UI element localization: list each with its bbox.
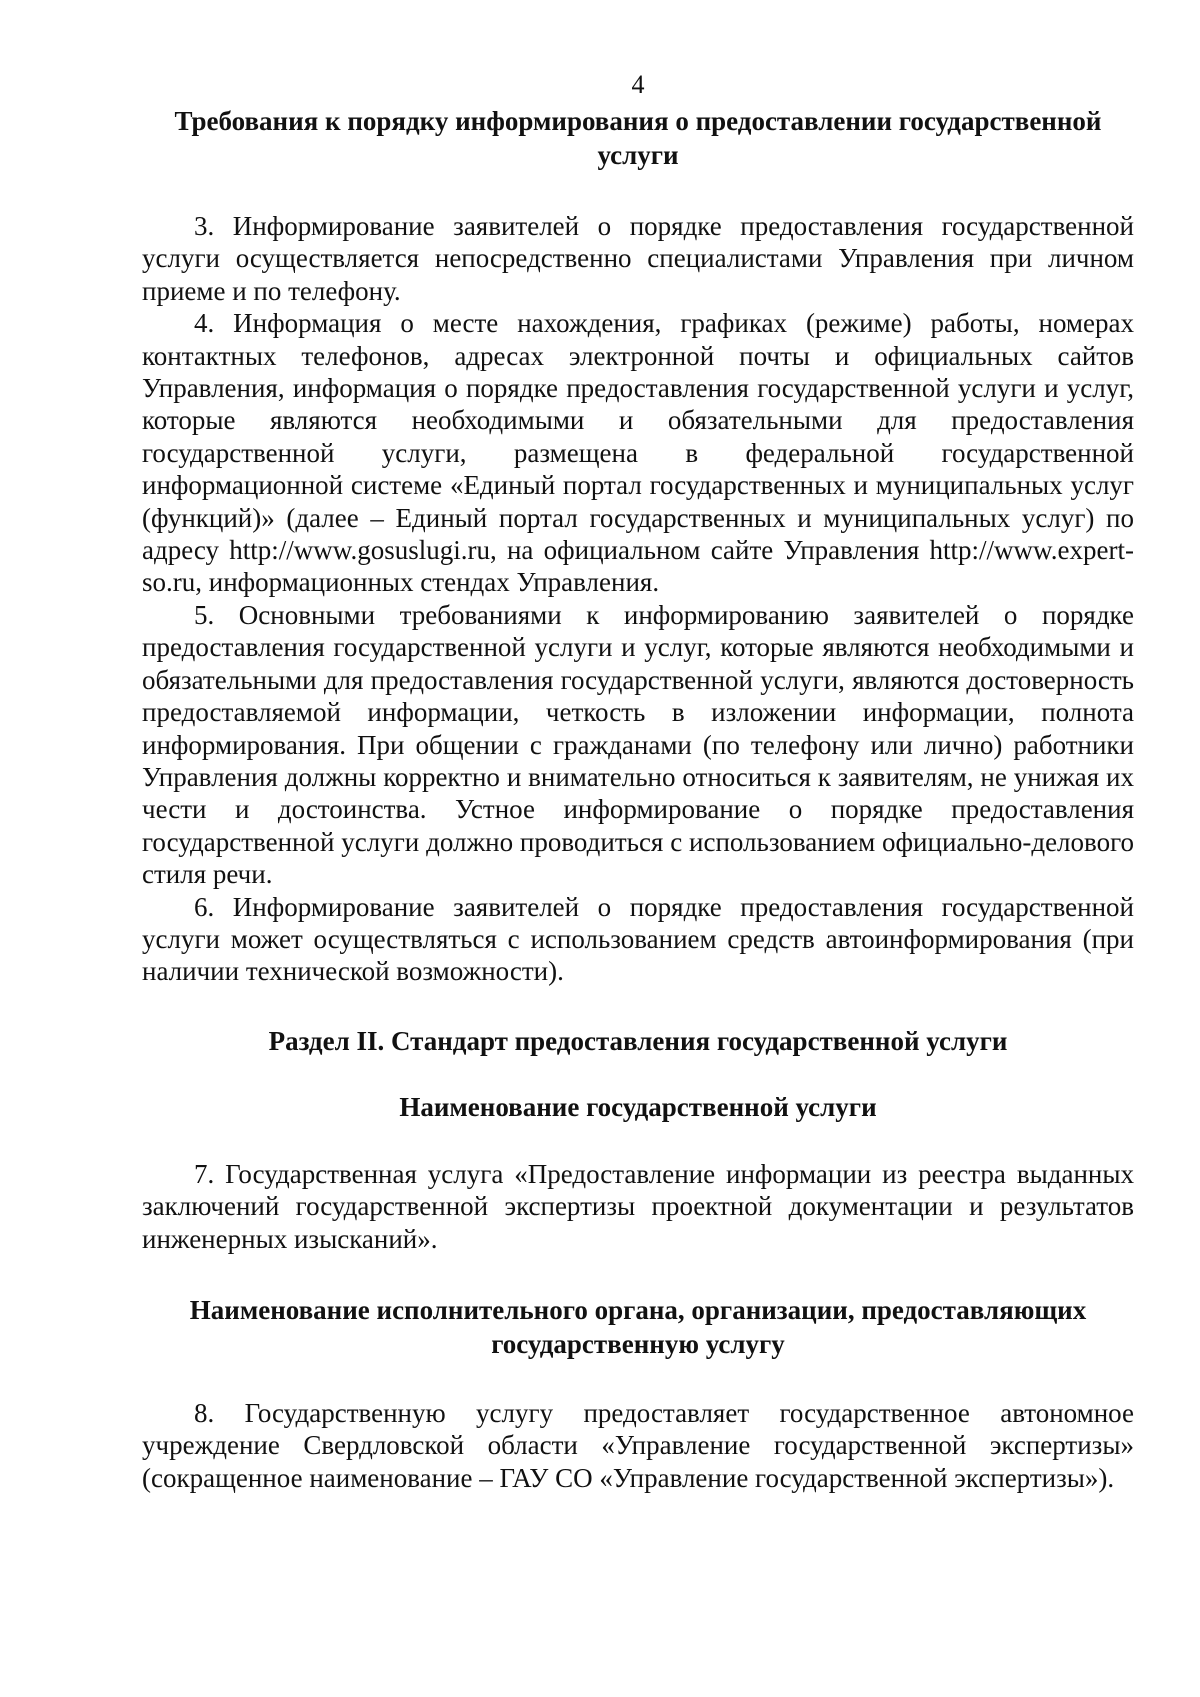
heading-service-name: Наименование государственной услуги	[399, 1091, 877, 1122]
paragraph-5: 5. Основными требованиями к информированию заявителей о порядке предоставления государственной услуги и услуг, которые являются необходимыми и обязательными для предоставления государственной услуги, являются достоверность предоставляемой информации, четкость в изложении информации, полнота информирования. При общении с гражданами (по телефону или лично) работники Управления должны корректно и внимательно относиться к заявителям, не унижая их чести и достоинства. Устное информирование о порядке предоставления государственной услуги должно проводиться с использованием официально-делового стиля речи.	[142, 599, 1134, 890]
paragraph-8: 8. Государственную услугу предоставляет государственное автономное учреждение Свердловской области «Управление государственной экспертизы» (сокращенное наименование – ГАУ СО «Управление государственной экспертизы»).	[142, 1397, 1134, 1493]
paragraph-6: 6. Информирование заявителей о порядке предоставления государственной услуги может осуществляться с использованием средств автоинформирования (при наличии технической возможности).	[142, 891, 1134, 987]
section-title: Раздел II. Стандарт предоставления государственной услуги	[268, 1025, 1008, 1056]
paragraph-7: 7. Государственная услуга «Предоставление информации из реестра выданных заключений государственной экспертизы проектной документации и результатов инженерных изысканий».	[142, 1158, 1134, 1254]
page-number: 4	[631, 70, 645, 99]
heading-informing-requirements: Требования к порядку информирования о предоставлении государственной услуги	[174, 106, 1102, 170]
heading-provider: Наименование исполнительного органа, организации, предоставляющих государственную услугу	[189, 1294, 1087, 1359]
paragraph-3: 3. Информирование заявителей о порядке предоставления государственной услуги осуществляется непосредственно специалистами Управления при личном приеме и по телефону.	[142, 211, 1134, 306]
document-page	[142, 70, 1134, 1494]
paragraph-4: 4. Информация о месте нахождения, графиках (режиме) работы, номерах контактных телефонов, адресах электронной почты и официальных сайтов Управления, информация о порядке предоставления государственной услуги и услуг, которые являются необходимыми и обязательными для предоставления государственной услуги, размещена в федеральной государственной информационной системе «Единый портал государственных и муниципальных услуг (функций)» (далее – Единый портал государственных и муниципальных услуг) по адресу http://www.gosuslugi.ru, на официальном сайте Управления http://www.expert-so.ru, информационных стендах Управления.	[142, 308, 1134, 598]
